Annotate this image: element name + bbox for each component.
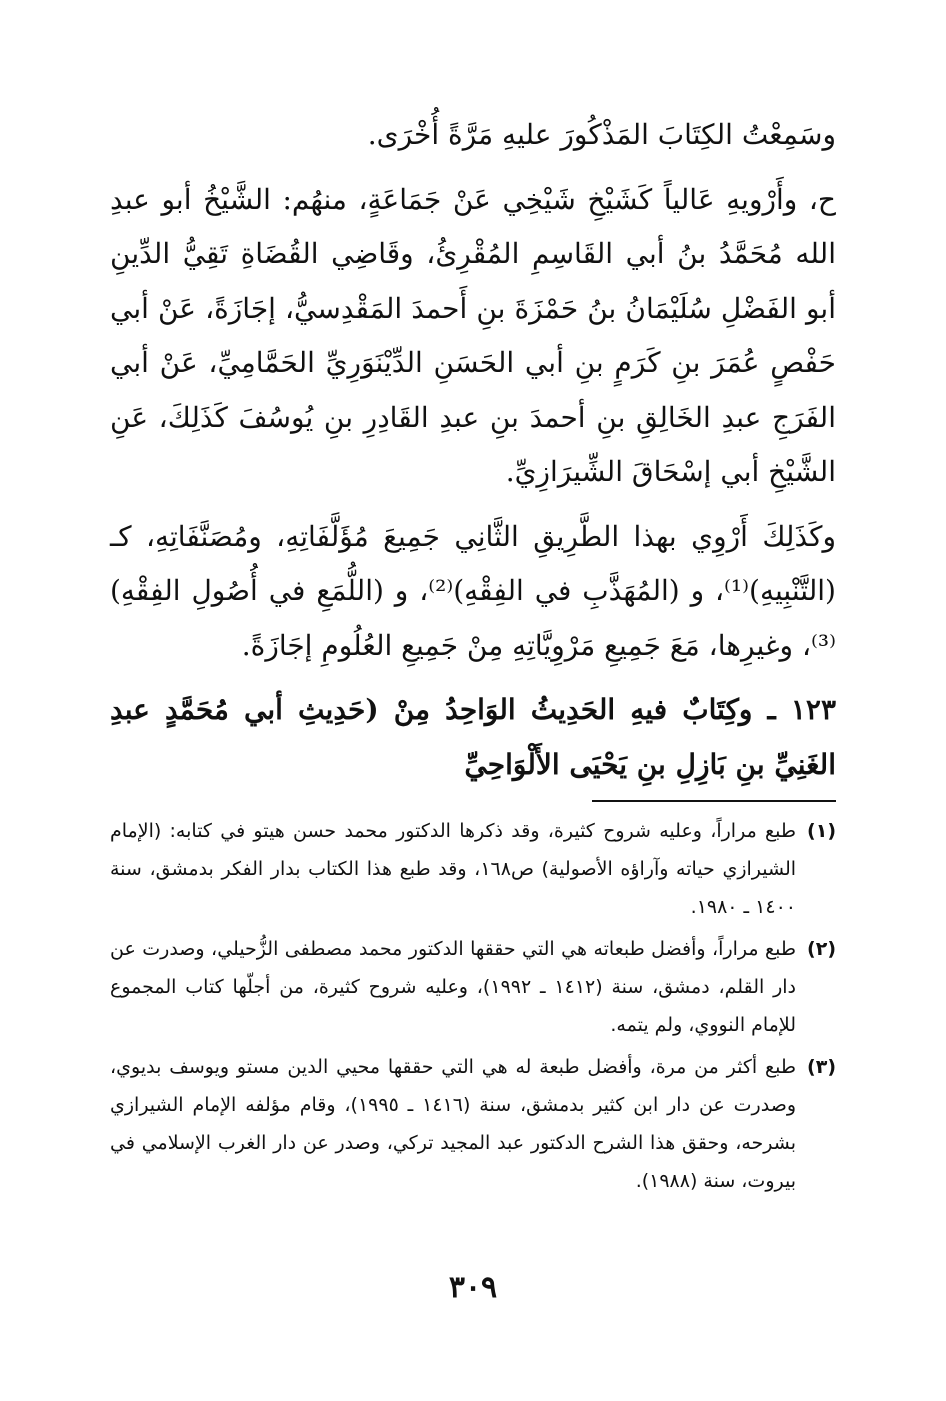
footnote bbox=[110, 1048, 836, 1200]
footnotes bbox=[110, 812, 836, 1204]
paragraph: ح، وأَرْويهِ عَالياً كَشَيْخِ شَيْخِي عَنْ جَمَاعَةٍ، منهُم: الشَّيْخُ أبو عبدِ الله مُحَمَّدُ بنُ أبي القَاسِمِ المُقْرِئُ، وقَاضِي القُضَاةِ تَقِيُّ الدِّينِ أبو الفَضْلِ سُلَيْمَانُ بنُ حَمْزَةَ بنِ أَحمدَ المَقْدِسيُّ، إجَازَةً، عَنْ أبي حَفْصٍ عُمَرَ بنِ كَرَمٍ بنِ أبي الحَسَنِ الدِّيْنَوَرِيِّ الحَمَّامِيِّ، عَنْ أبي الفَرَجِ عبدِ الخَالِقِ بنِ أحمدَ بنِ عبدِ القَادِرِ بنِ يُوسُفَ كَذَلِكَ، عَنِ الشَّيْخِ أبي إسْحَاقَ الشِّيرَازِيِّ. bbox=[110, 182, 836, 488]
footnote-text: طبع مراراً، وعليه شروح كثيرة، وقد ذكرها الدكتور محمد حسن هيتو في كتابه: (الإمام الشيرازي حياته وآراؤه الأصولية) ص١٦٨، وقد طبع هذا الكتاب بدار الفكر بدمشق، سنة ١٤٠٠ ـ ١٩٨٠. bbox=[110, 820, 797, 918]
paragraph: وسَمِعْتُ الكِتَابَ المَذْكُورَ عليهِ مَرَّةً أُخْرَى. bbox=[367, 118, 836, 151]
footnote-marker: (٣) bbox=[807, 1056, 836, 1078]
footnote-text: طبع مراراً، وأفضل طبعاته هي التي حققها الدكتور محمد مصطفى الزُّحيلي، وصدرت عن دار القلم، دمشق، سنة (١٤١٢ ـ ١٩٩٢)، وعليه شروح كثيرة، من أجلّها كتاب المجموع للإمام النووي، ولم يتمه. bbox=[110, 938, 796, 1036]
footnote bbox=[110, 930, 836, 1044]
entry-heading: ١٢٣ ـ وكِتَابٌ فيهِ الحَدِيثُ الوَاحِدُ مِنْ (حَدِيثِ أبي مُحَمَّدٍ عبدِ الغَنِيِّ بنِ بَازِلِ بنِ يَحْيَى الأَلْوَاحِيِّ bbox=[110, 693, 836, 781]
footnote-text: طبع أكثر من مرة، وأفضل طبعة له هي التي حققها محيي الدين مستو ويوسف بديوي، وصدرت عن دار ابن كثير بدمشق، سنة (١٤١٦ ـ ١٩٩٥)، وقام مؤلفه الإمام الشيرازي بشرحه، وحقق هذا الشرح الدكتور عبد المجيد تركي، وصدر عن دار الغرب الإسلامي في بيروت، سنة (١٩٨٨). bbox=[110, 1056, 796, 1192]
footnote-marker: (١) bbox=[807, 820, 836, 842]
paragraph: وكَذَلِكَ أَرْوِي بهذا الطَّرِيقِ الثَّانِي جَمِيعَ مُؤَلَّفَاتِهِ، ومُصَنَّفَاتِهِ، كـ (التَّنْبِيهِ)⁽¹⁾، و (المُهَذَّبِ في الفِقْهِ)⁽²⁾، و (اللُّمَعِ في أُصُولِ الفِقْهِ)⁽³⁾، وغيرِها، مَعَ جَمِيعِ مَرْوِيَّاتِهِ مِنْ جَمِيعِ العُلُومِ إجَازَةً. bbox=[110, 519, 836, 662]
footnote-marker: (٢) bbox=[807, 938, 836, 960]
footnote-divider bbox=[592, 800, 836, 802]
page-number: ٣٠٩ bbox=[448, 1270, 498, 1305]
footnote bbox=[110, 812, 836, 926]
main-text bbox=[110, 108, 836, 792]
